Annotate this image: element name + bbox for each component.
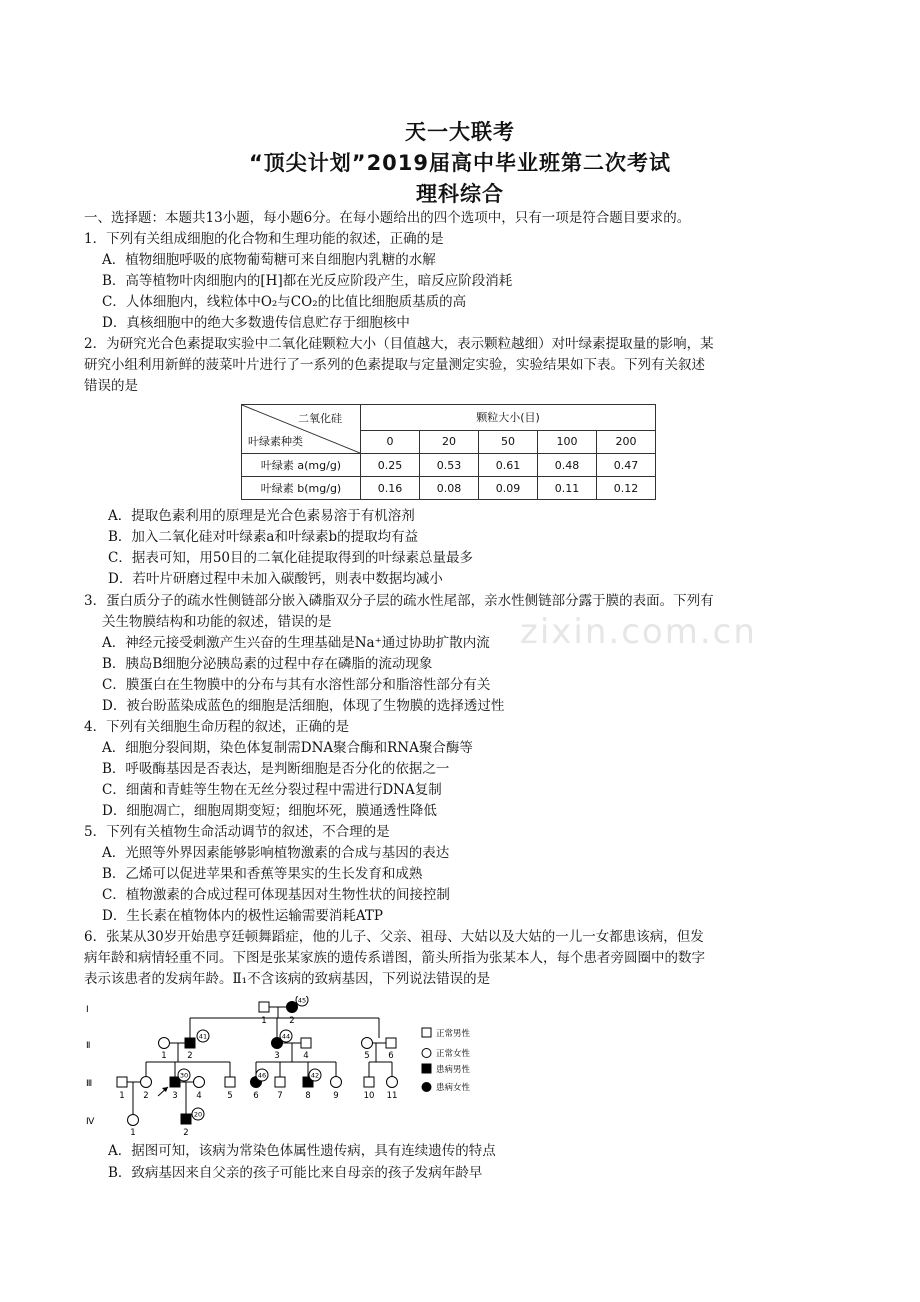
individual-number: 5 xyxy=(227,1091,233,1101)
q1-option-a: A．植物细胞呼吸的底物葡萄糖可来自细胞内乳糖的水解 xyxy=(102,252,436,268)
q2-option-d: D．若叶片研磨过程中未加入碳酸钙，则表中数据均减小 xyxy=(108,571,443,587)
II6-normal-male xyxy=(386,1038,396,1048)
I2-affected-female xyxy=(287,1002,298,1013)
individual-number: 10 xyxy=(363,1091,375,1101)
subject-title: 理科综合 xyxy=(416,182,504,206)
III11-normal-female xyxy=(387,1077,398,1088)
individual-number: 6 xyxy=(388,1051,394,1061)
q1-option-c: C．人体细胞内，线粒体中O₂与CO₂的比值比细胞质基质的高 xyxy=(102,294,467,310)
q2-option-c: C．据表可知，用50目的二氧化硅提取得到的叶绿素总量最多 xyxy=(108,550,474,566)
q1-option-b: B．高等植物叶肉细胞内的[H]都在光反应阶段产生，暗反应阶段消耗 xyxy=(102,273,513,289)
row-label: 叶绿素 a(mg/g) xyxy=(242,454,361,477)
legend-label: 患病女性 xyxy=(436,1083,471,1093)
age-label: 46 xyxy=(257,1071,267,1080)
q2-stem-line3: 错误的是 xyxy=(84,378,138,394)
IV2-affected-male xyxy=(181,1114,191,1124)
q2-option-a: A．提取色素利用的原理是光合色素易溶于有机溶剂 xyxy=(108,508,415,524)
III1-normal-male xyxy=(117,1077,127,1087)
generation-label: Ⅳ xyxy=(86,1117,95,1127)
q5-option-b: B．乙烯可以促进苹果和香蕉等果实的生长发育和成熟 xyxy=(102,866,423,882)
q2-stem-line1: 2．为研究光合色素提取实验中二氧化硅颗粒大小（目值越大，表示颗粒越细）对叶绿素提取量的影响，某 xyxy=(84,336,714,352)
q4-stem: 4．下列有关细胞生命历程的叙述，正确的是 xyxy=(84,719,350,735)
size-header: 50 xyxy=(479,430,538,453)
age-label: 20 xyxy=(193,1110,203,1119)
generation-label: Ⅲ xyxy=(86,1079,93,1089)
corner-top-label: 二氧化硅 xyxy=(298,412,342,425)
individual-number: 2 xyxy=(183,1128,189,1136)
table-cell: 0.25 xyxy=(361,454,420,477)
table-row xyxy=(242,454,656,477)
q1-option-d: D．真核细胞中的绝大多数遗传信息贮存于细胞核中 xyxy=(102,315,410,331)
q3-stem-line1: 3．蛋白质分子的疏水性侧链部分嵌入磷脂双分子层的疏水性尾部，亲水性侧链部分露于膜的表面。下列有 xyxy=(84,593,714,609)
age-label: 30 xyxy=(179,1071,189,1080)
table-row xyxy=(242,477,656,500)
q5-option-a: A．光照等外界因素能够影响植物激素的合成与基因的表达 xyxy=(102,845,450,861)
individual-number: 11 xyxy=(386,1091,398,1101)
q3-option-d: D．被台盼蓝染成蓝色的细胞是活细胞，体现了生物膜的选择透过性 xyxy=(102,698,505,714)
age-label: 45 xyxy=(297,996,307,1005)
size-header: 20 xyxy=(420,430,479,453)
size-group-header: 颗粒大小(目) xyxy=(361,405,656,431)
individual-number: 1 xyxy=(130,1128,136,1136)
exam-org-title: 天一大联考 xyxy=(405,120,515,144)
q6-option-a: A．据图可知，该病为常染色体属性遗传病，具有连续遗传的特点 xyxy=(108,1143,496,1159)
table-cell: 0.08 xyxy=(420,477,479,500)
age-label: 44 xyxy=(281,1032,291,1041)
table-cell: 0.11 xyxy=(538,477,597,500)
II5-normal-female xyxy=(362,1038,373,1049)
q6-stem-line3: 表示该患者的发病年龄。Ⅱ₁不含该病的致病基因，下列说法错误的是 xyxy=(84,971,491,987)
legend-affected-female-icon xyxy=(422,1083,431,1092)
individual-number: 9 xyxy=(333,1091,339,1101)
q3-option-a: A．神经元接受刺激产生兴奋的生理基础是Na⁺通过协助扩散内流 xyxy=(102,635,490,651)
individual-number: 6 xyxy=(253,1091,259,1101)
table-cell: 0.53 xyxy=(420,454,479,477)
individual-number: 2 xyxy=(289,1016,295,1026)
individual-number: 3 xyxy=(172,1091,178,1101)
individual-number: 8 xyxy=(305,1091,311,1101)
table-cell: 0.12 xyxy=(597,477,656,500)
III2-normal-female xyxy=(141,1077,152,1088)
q6-stem-line1: 6．张某从30岁开始患亨廷顿舞蹈症，他的儿子、父亲、祖母、大姑以及大姑的一儿一女都患该病，但发 xyxy=(84,929,704,945)
legend-normal-male-icon xyxy=(422,1028,431,1037)
III5-normal-male xyxy=(225,1077,235,1087)
individual-number: 4 xyxy=(303,1051,309,1061)
size-header: 200 xyxy=(597,430,656,453)
q4-option-c: C．细菌和青蛙等生物在无丝分裂过程中需进行DNA复制 xyxy=(102,782,442,798)
table-corner-cell xyxy=(242,405,361,454)
watermark: zixin.com.cn xyxy=(520,612,757,652)
pedigree-chart xyxy=(86,996,506,1136)
corner-bottom-label: 叶绿素种类 xyxy=(248,435,303,448)
III4-normal-female xyxy=(194,1077,205,1088)
individual-number: 3 xyxy=(274,1051,280,1061)
row-label: 叶绿素 b(mg/g) xyxy=(242,477,361,500)
legend-affected-male-icon xyxy=(422,1064,431,1073)
section-heading: 一、选择题：本题共13小题，每小题6分。在每小题给出的四个选项中，只有一项是符合题目要求的。 xyxy=(84,210,691,226)
II1-normal-female xyxy=(159,1038,170,1049)
legend-label: 患病男性 xyxy=(436,1065,471,1075)
age-label: 42 xyxy=(310,1071,320,1080)
q1-stem: 1．下列有关组成细胞的化合物和生理功能的叙述，正确的是 xyxy=(84,231,444,247)
legend-label: 正常男性 xyxy=(436,1029,471,1039)
q6-option-b: B．致病基因来自父亲的孩子可能比来自母亲的孩子发病年龄早 xyxy=(108,1165,483,1181)
q6-stem-line2: 病年龄和病情轻重不同。下图是张某家族的遗传系谱图，箭头所指为张某本人，每个患者旁圆圈中的数字 xyxy=(84,950,705,966)
q5-option-c: C．植物激素的合成过程可体现基因对生物性状的间接控制 xyxy=(102,887,450,903)
individual-number: 7 xyxy=(277,1091,283,1101)
III9-normal-female xyxy=(331,1077,342,1088)
individual-number: 1 xyxy=(261,1016,267,1026)
q2-option-b: B．加入二氧化硅对叶绿素a和叶绿素b的提取均有益 xyxy=(108,529,419,545)
legend-normal-female-icon xyxy=(422,1049,431,1058)
table-cell: 0.09 xyxy=(479,477,538,500)
individual-number: 2 xyxy=(187,1051,193,1061)
individual-number: 4 xyxy=(196,1091,202,1101)
q4-option-b: B．呼吸酶基因是否表达，是判断细胞是否分化的依据之一 xyxy=(102,761,450,777)
table-cell: 0.61 xyxy=(479,454,538,477)
IV1-normal-female xyxy=(128,1115,139,1126)
q3-stem-line2: 关生物膜结构和功能的叙述，错误的是 xyxy=(102,614,332,630)
generation-label: Ⅱ xyxy=(86,1041,91,1051)
individual-number: 1 xyxy=(119,1091,125,1101)
individual-number: 5 xyxy=(364,1051,370,1061)
exam-name-title: “顶尖计划”2019届高中毕业班第二次考试 xyxy=(248,151,672,175)
III7-normal-male xyxy=(275,1077,285,1087)
II2-affected-male xyxy=(185,1038,195,1048)
size-header: 0 xyxy=(361,430,420,453)
table-cell: 0.47 xyxy=(597,454,656,477)
legend-label: 正常女性 xyxy=(436,1049,471,1059)
age-label: 41 xyxy=(198,1032,208,1041)
q4-option-d: D．细胞凋亡，细胞周期变短；细胞坏死，膜通透性降低 xyxy=(102,803,437,819)
q3-option-b: B．胰岛B细胞分泌胰岛素的过程中存在磷脂的流动现象 xyxy=(102,656,433,672)
II4-normal-male xyxy=(301,1038,311,1048)
I1-normal-male xyxy=(259,1002,269,1012)
individual-number: 1 xyxy=(161,1051,167,1061)
q3-option-c: C．膜蛋白在生物膜中的分布与其有水溶性部分和脂溶性部分有关 xyxy=(102,677,491,693)
table-cell: 0.48 xyxy=(538,454,597,477)
III10-normal-male xyxy=(364,1077,374,1087)
table-cell: 0.16 xyxy=(361,477,420,500)
generation-label: Ⅰ xyxy=(86,1005,89,1015)
q5-option-d: D．生长素在植物体内的极性运输需要消耗ATP xyxy=(102,908,383,924)
q4-option-a: A．细胞分裂间期，染色体复制需DNA聚合酶和RNA聚合酶等 xyxy=(102,740,473,756)
q2-stem-line2: 研究小组利用新鲜的菠菜叶片进行了一系列的色素提取与定量测定实验，实验结果如下表。下列有关叙述 xyxy=(84,357,705,373)
individual-number: 2 xyxy=(143,1091,149,1101)
q5-stem: 5．下列有关植物生命活动调节的叙述，不合理的是 xyxy=(84,824,390,840)
silica-chlorophyll-table xyxy=(241,404,656,500)
III3-affected-male-proband xyxy=(170,1077,180,1087)
size-header: 100 xyxy=(538,430,597,453)
